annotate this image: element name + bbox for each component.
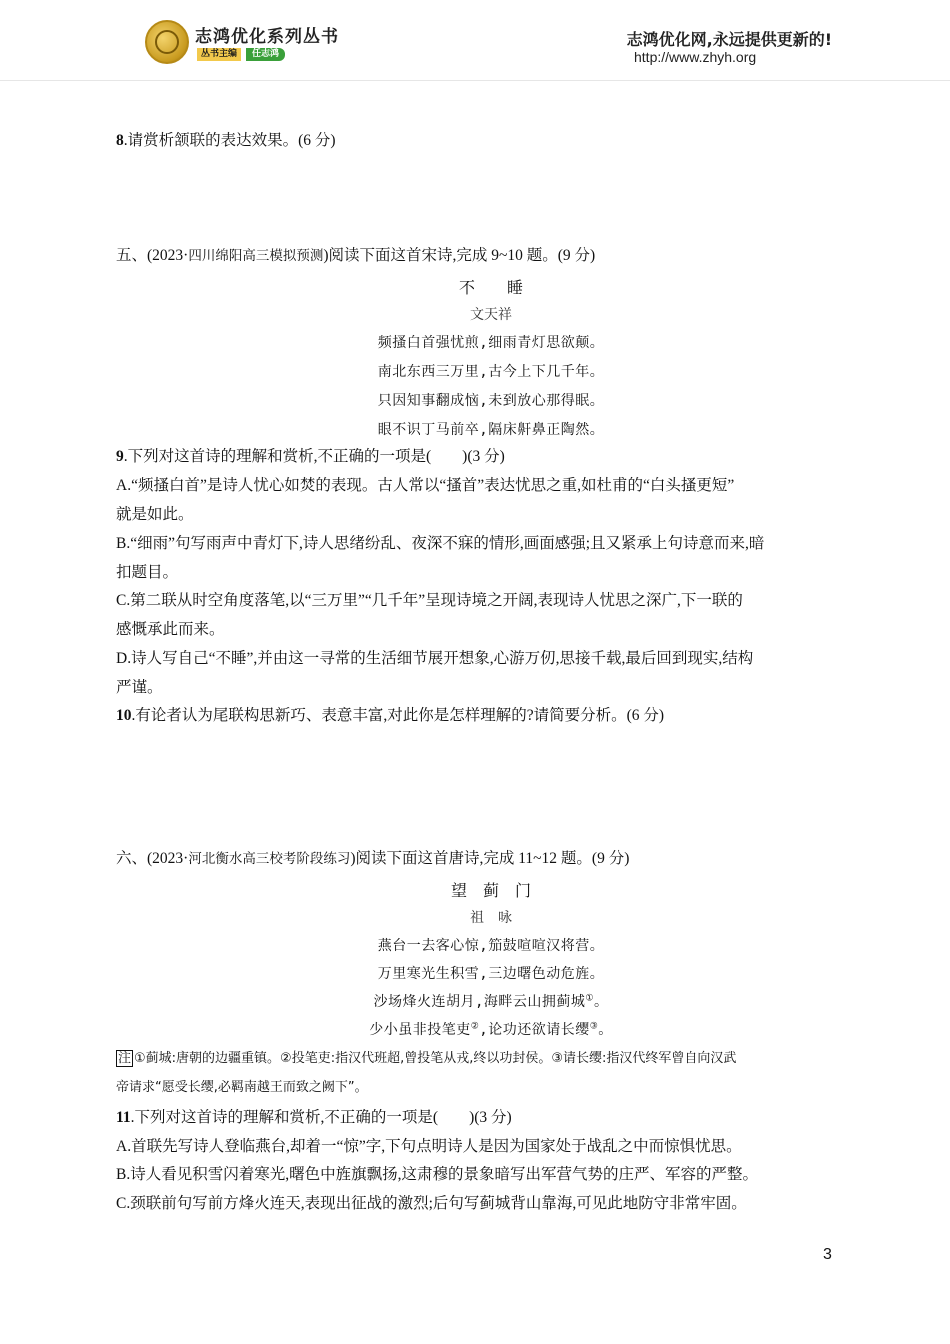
question-9: [116, 446, 505, 468]
question-text: .下列对这首诗的理解和赏析,不正确的一项是( )(3 分): [130, 1109, 512, 1126]
footnote-mark: ③: [589, 1021, 599, 1032]
question-number: 8: [116, 132, 124, 149]
option-line: C.第二联从时空角度落笔,以“三万里”“几千年”呈现诗境之开阔,表现诗人忧思之深广,下一联的: [116, 592, 743, 609]
brand-title: 志鸿优化系列丛书: [195, 27, 339, 47]
option-line: A.首联先写诗人登临燕台,却着一“惊”字,下句点明诗人是因为国家处于战乱之中而惊惧忧思。: [116, 1138, 742, 1155]
header-slogan: 志鸿优化网,永远提供更新的!: [626, 30, 832, 49]
question-number: 11: [116, 1109, 131, 1126]
poem-verse: 万里寒光生积雪,三边曙色动危旌。: [377, 966, 605, 982]
question-number: 10: [116, 707, 132, 724]
poem-verse: 南北东西三万里,古今上下几千年。: [377, 364, 605, 380]
option-line: C.颈联前句写前方烽火连天,表现出征战的激烈;后句写蓟城背山靠海,可见此地防守非常牢固。: [116, 1195, 747, 1212]
page-number: 3: [823, 1246, 832, 1263]
option-line: 严谨。: [116, 679, 163, 696]
question-text: .有论者认为尾联构思新巧、表意丰富,对此你是怎样理解的?请简要分析。(6 分): [131, 707, 665, 724]
poem-verse: 眼不识丁马前卒,隔床鼾鼻正陶然。: [377, 422, 605, 438]
option-line: B.诗人看见积雪闪着寒光,曙色中旌旗飘扬,这肃穆的景象暗写出军营气势的庄严、军容的严整。: [116, 1166, 758, 1183]
question-text: .下列对这首诗的理解和赏析,不正确的一项是( )(3 分): [123, 448, 505, 465]
poem-verse: 沙场烽火连胡月,海畔云山拥蓟城①。: [373, 993, 609, 1010]
option-line: D.诗人写自己“不睡”,并由这一寻常的生活细节展开想象,心游万仞,思接千载,最后回到现实,结构: [116, 650, 754, 667]
question-8: [116, 130, 336, 152]
question-text: .请赏析颔联的表达效果。(6 分): [123, 132, 336, 149]
poem-verse: 频搔白首强忧煎,细雨青灯思欲颠。: [377, 335, 605, 351]
poem-verse: 燕台一去客心惊,笳鼓喧喧汉将营。: [377, 938, 605, 954]
section-source: 四川绵阳高三模拟预测: [188, 248, 324, 264]
question-11: [116, 1107, 512, 1129]
option-line: 就是如此。: [116, 506, 194, 523]
section-5-intro: 五、(2023·四川绵阳高三模拟预测)阅读下面这首宋诗,完成 9~10 题。(9 分): [116, 247, 596, 264]
poem-author: 祖 咏: [470, 910, 512, 926]
footnote-mark: ①: [585, 993, 594, 1004]
option-line: A.“频搔白首”是诗人忧心如焚的表现。古人常以“搔首”表达忧思之重,如杜甫的“白头搔更短”: [116, 477, 735, 494]
option-line: B.“细雨”句写雨声中青灯下,诗人思绪纷乱、夜深不寐的情形,画面感强;且又紧承上句诗意而来,暗: [116, 535, 765, 552]
brand-editor-label: 任志鸿: [246, 48, 285, 61]
brand-sub-label: 丛书主编: [197, 48, 241, 61]
logo-emblem-icon: [145, 20, 189, 64]
option-line: 扣题目。: [116, 564, 179, 581]
poem-note-cont: 帝请求“愿受长缨,必羁南越王而致之阙下”。: [116, 1080, 368, 1095]
poem-title: 不 睡: [458, 278, 523, 297]
section-6-intro: 六、(2023·河北衡水高三校考阶段练习)阅读下面这首唐诗,完成 11~12 题。(9 分): [116, 850, 630, 867]
footnote-mark: ②: [470, 1021, 480, 1032]
page-header: [0, 0, 950, 86]
note-label: 注: [118, 1051, 132, 1066]
question-number: 9: [116, 448, 124, 465]
poem-title: 望 蓟 门: [450, 881, 531, 900]
question-10: [116, 705, 664, 727]
option-line: 感慨承此而来。: [116, 621, 225, 638]
poem-author: 文天祥: [470, 307, 512, 323]
header-url-link[interactable]: http://www.zhyh.org: [634, 49, 757, 65]
poem-verse: 只因知事翻成恼,未到放心那得眠。: [377, 393, 605, 409]
header-divider: [0, 80, 950, 81]
poem-verse: 少小虽非投笔吏②,论功还欲请长缨③。: [369, 1021, 613, 1038]
poem-note: 注 ①蓟城:唐朝的边疆重镇。②投笔吏:指汉代班超,曾投笔从戎,终以功封侯。③请长缨:指汉代终军曾自向汉武: [118, 1051, 737, 1066]
section-source: 河北衡水高三校考阶段练习: [188, 851, 351, 867]
